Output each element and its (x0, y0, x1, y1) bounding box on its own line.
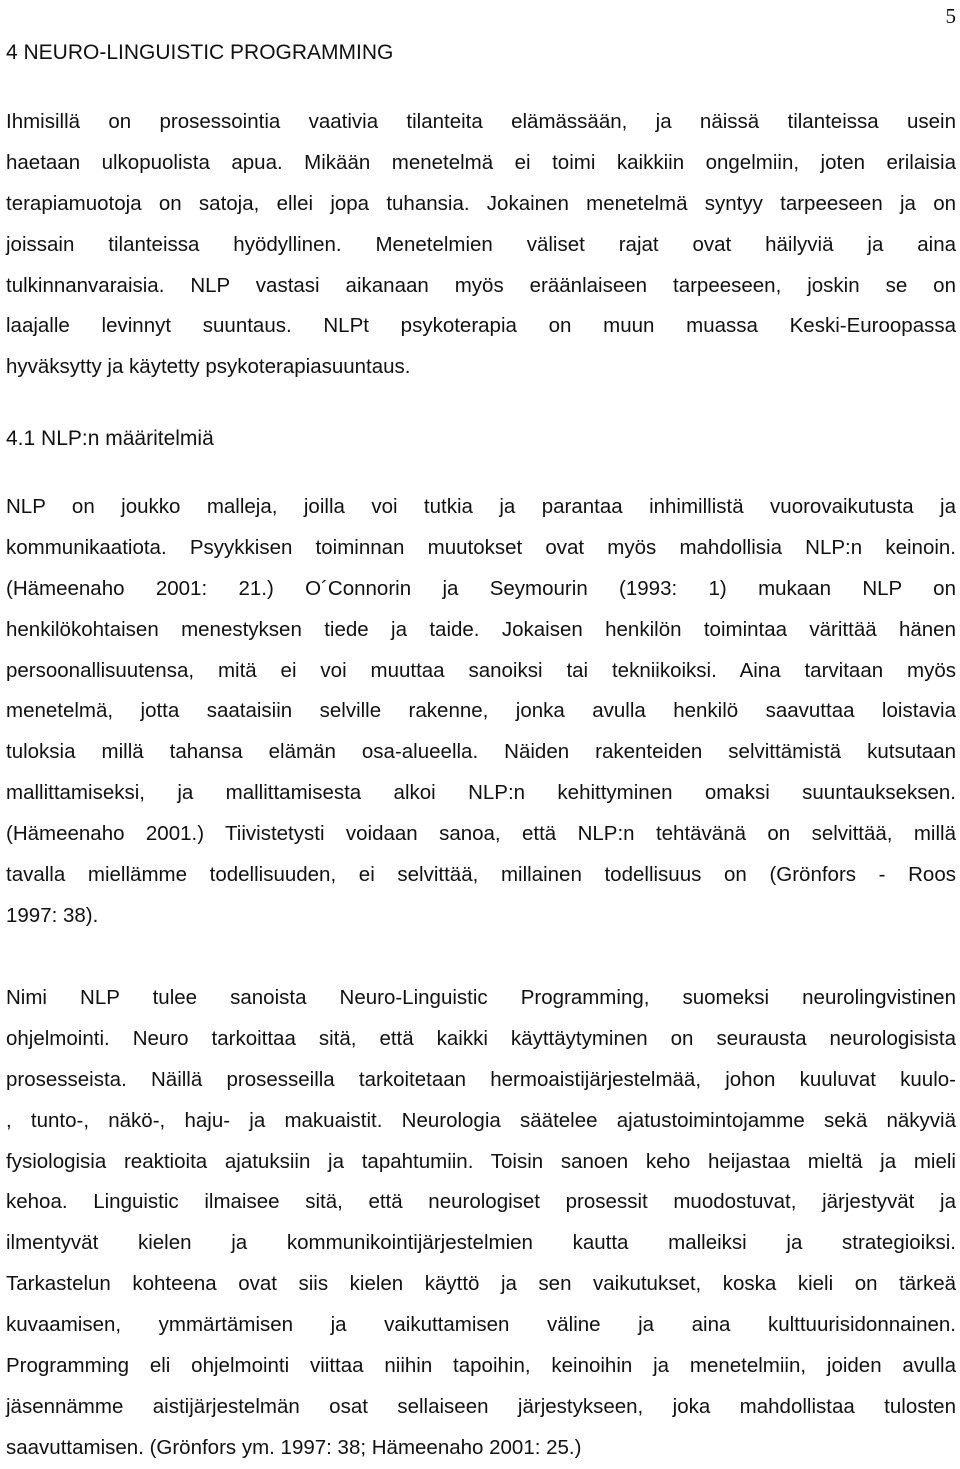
text-line: prosesseista. Näillä prosesseilla tarkoitetaan hermoaistijärjestelmää, johon kuuluvat kuulo- (6, 1067, 956, 1091)
text-line: , tunto-, näkö-, haju- ja makuaistit. Neurologia säätelee ajatustoimintojamme sekä näkyviä (6, 1108, 956, 1132)
text-line: tuloksia millä tahansa elämän osa-alueella. Näiden rakenteiden selvittämistä kutsutaan (6, 740, 956, 764)
text-line: ilmentyvät kielen ja kommunikointijärjestelmien kautta malleiksi ja strategioiksi. (6, 1231, 956, 1255)
text-line: kuvaamisen, ymmärtämisen ja vaikuttamisen väline ja aina kulttuurisidonnainen. (6, 1313, 956, 1337)
text-line: hyväksytty ja käytetty psykoterapiasuuntaus. (6, 355, 411, 379)
text-line: haetaan ulkopuolista apua. Mikään menetelmä ei toimi kaikkiin ongelmiin, joten erilaisia (6, 150, 956, 174)
text-line: Programming eli ohjelmointi viittaa niihin tapoihin, keinoihin ja menetelmiin, joiden avulla (6, 1354, 956, 1378)
paragraph-1 (6, 102, 956, 388)
text-line: Ihmisillä on prosessointia vaativia tilanteita elämässään, ja näissä tilanteissa usein (6, 110, 956, 133)
text-line: henkilökohtaisen menestyksen tiede ja taide. Jokaisen henkilön toimintaa värittää hänen (6, 617, 956, 641)
text-line: Tarkastelun kohteena ovat siis kielen käyttö ja sen vaikutukset, koska kieli on tärkeä (6, 1272, 956, 1296)
text-line: kommunikaatiota. Psyykkisen toiminnan muutokset ovat myös mahdollisia NLP:n keinoin. (6, 535, 956, 559)
chapter-heading: 4 NEURO-LINGUISTIC PROGRAMMING (6, 41, 394, 64)
text-line: ohjelmointi. Neuro tarkoittaa sitä, että kaikki käyttäytyminen on seurausta neurologisista (6, 1026, 956, 1050)
text-line: joissain tilanteissa hyödyllinen. Menetelmien väliset rajat ovat häilyviä ja aina (6, 232, 956, 256)
text-line: saavuttamisen. (Grönfors ym. 1997: 38; Hämeenaho 2001: 25.) (6, 1435, 582, 1459)
text-line: jäsennämme aistijärjestelmän osat sellaiseen järjestykseen, joka mahdollistaa tulosten (6, 1394, 956, 1418)
text-line: tavalla miellämme todellisuuden, ei selvittää, millainen todellisuus on (Grönfors - Roos (6, 863, 956, 887)
text-line: kehoa. Linguistic ilmaisee sitä, että neurologiset prosessit muodostuvat, järjestyvät ja (6, 1190, 956, 1214)
text-line: persoonallisuutensa, mitä ei voi muuttaa sanoiksi tai tekniikoiksi. Aina tarvitaan myös (6, 658, 956, 682)
text-line: (Hämeenaho 2001.) Tiivistetysti voidaan sanoa, että NLP:n tehtävänä on selvittää, millä (6, 822, 956, 846)
text-line: tulkinnanvaraisia. NLP vastasi aikanaan myös eräänlaiseen tarpeeseen, joskin se on (6, 273, 956, 297)
text-line: terapiamuotoja on satoja, ellei jopa tuhansia. Jokainen menetelmä syntyy tarpeeseen ja on (6, 191, 956, 215)
text-line: (Hämeenaho 2001: 21.) O´Connorin ja Seymourin (1993: 1) mukaan NLP on (6, 576, 956, 600)
text-line: fysiologisia reaktioita ajatuksiin ja tapahtumiin. Toisin sanoen keho heijastaa mieltä ja mieli (6, 1149, 956, 1173)
text-line: laajalle levinnyt suuntaus. NLPt psykoterapia on muun muassa Keski-Euroopassa (6, 314, 956, 338)
text-line: NLP on joukko malleja, joilla voi tutkia ja parantaa inhimillistä vuorovaikutusta ja (6, 495, 956, 518)
page-number: 5 (945, 4, 956, 28)
text-line: Nimi NLP tulee sanoista Neuro-Linguistic Programming, suomeksi neurolingvistinen (6, 986, 956, 1009)
section-heading: 4.1 NLP:n määritelmiä (6, 427, 214, 450)
text-line: menetelmä, jotta saataisiin selville rakenne, jonka avulla henkilö saavuttaa loistavia (6, 699, 956, 723)
paragraph-3 (6, 978, 956, 1469)
paragraph-2 (6, 487, 956, 937)
text-line: mallittamiseksi, ja mallittamisesta alkoi NLP:n kehittyminen omaksi suuntaukseksen. (6, 781, 956, 805)
text-line: 1997: 38). (6, 903, 99, 927)
